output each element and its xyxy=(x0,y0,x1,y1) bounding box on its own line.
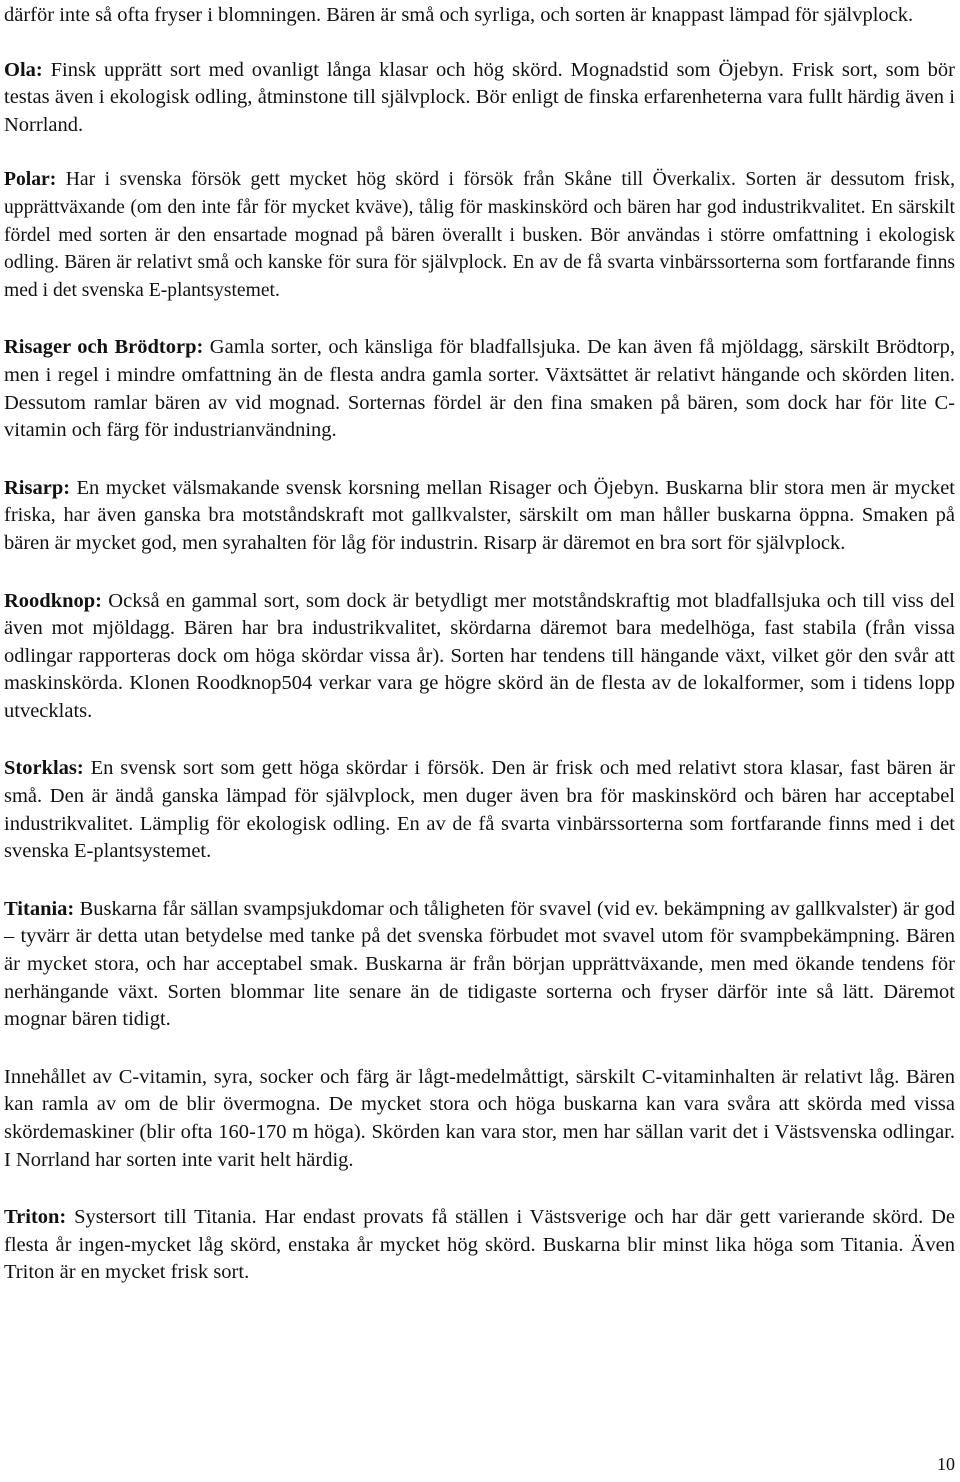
paragraph-titania-contents xyxy=(4,1064,955,1174)
variety-name-titania: Titania: xyxy=(4,897,75,920)
paragraph-risager xyxy=(4,334,955,444)
paragraph-roodknop-text: Också en gammal sort, som dock är betydligt mer motståndskraftig mot bladfallsjuka och till viss del även mot mjöldagg. Bären har bra industrikvalitet, skördarna däremot bara medelhöga, fast stabila (från vissa odlingar rapporteras dock om höga skördar vissa år). Sorten har tendens till hängande växt, vilket gör den svår att maskinskörda. Klonen Roodknop504 verkar vara ge högre skörd än de flesta av de lokalformer, som i tidens lopp utvecklats. xyxy=(4,589,955,722)
paragraph-triton-text: Systersort till Titania. Har endast provats få ställen i Västsverige och har där gett varierande skörd. De flesta år ingen-mycket låg skörd, enstaka år mycket hög skörd. Buskarna blir minst lika höga som Titania. Även Triton är en mycket frisk sort. xyxy=(4,1206,955,1284)
variety-name-risarp: Risarp: xyxy=(4,476,71,499)
paragraph-risarp-text: En mycket välsmakande svensk korsning mellan Risager och Öjebyn. Buskarna blir stora men är mycket friska, har även ganska bra motståndskraft mot gallkvalster, särskilt om man håller buskarna öppna. Smaken på bären är mycket god, men syrahalten för låg för industrin. Risarp är däremot en bra sort för självplock. xyxy=(4,476,955,554)
variety-name-triton: Triton: xyxy=(4,1206,67,1229)
variety-name-ola: Ola: xyxy=(4,58,43,81)
paragraph-ola xyxy=(4,57,955,140)
variety-name-roodknop: Roodknop: xyxy=(4,589,102,612)
variety-name-polar: Polar: xyxy=(4,169,57,191)
paragraph-risarp xyxy=(4,475,955,558)
paragraph-titania-text: Buskarna får sällan svampsjukdomar och tåligheten för svavel (vid ev. bekämpning av gallkvalster) är god – tyvärr är detta utan betydelse med tanke på det svenska förbudet mot svavel utom för svampbekämpning. Bären är mycket stora, och har acceptabel smak. Buskarna är från början upprättväxande, men med ökande tendens för nerhängande växt. Sorten blommar lite senare än de tidigaste sorterna och fryser därför inte så lätt. Däremot mognar bären tidigt. xyxy=(4,897,955,1031)
paragraph-risager-text: Gamla sorter, och känsliga för bladfallsjuka. De kan även få mjöldagg, särskilt Brödtorp, men i regel i mindre omfattning än de flesta andra gamla sorter. Växtsättet är relativt hängande och skörden liten. Dessutom ramlar bären av vid mognad. Sorternas fördel är den fina smaken på bären, som dock har för lite C-vitamin och färg för industrianvändning. xyxy=(4,336,955,442)
paragraph-intro-text: därför inte så ofta fryser i blomningen. Bären är små och syrliga, och sorten är knappast lämpad för självplock. xyxy=(4,4,914,26)
variety-name-storklas: Storklas: xyxy=(4,757,84,780)
variety-name-risager: Risager och Brödtorp: xyxy=(4,336,204,359)
paragraph-titania xyxy=(4,896,955,1034)
page-number: 10 xyxy=(937,1454,955,1474)
paragraph-polar xyxy=(4,166,955,304)
paragraph-storklas-text: En svensk sort som gett höga skördar i försök. Den är frisk och med relativt stora klasar, fast bären är små. Den är ändå ganska lämpad för självplock, men duger även bra för maskinskörd och bären har acceptabel industrikvalitet. Lämplig för ekologisk odling. En av de få svarta vinbärssorterna som fortfarande finns med i det svenska E-plantsystemet. xyxy=(4,757,955,863)
paragraph-titania-contents-text: Innehållet av C-vitamin, syra, socker och färg är lågt-medelmåttigt, särskilt C-vitaminhalten är relativt låg. Bären kan ramla av om de blir övermogna. De mycket stora och höga buskarna kan vara svåra att skörda med vissa skördemaskiner (blir ofta 160-170 m höga). Skörden kan vara stor, men har sällan varit det i Västsvenska odlingar. I Norrland har sorten inte varit helt härdig. xyxy=(4,1065,955,1171)
paragraph-polar-text: Har i svenska försök gett mycket hög skörd i försök från Skåne till Överkalix. Sorten är dessutom frisk, upprättväxande (om den inte får för mycket kväve), tålig för maskinskörd och bären har god industrikvalitet. En särskilt fördel med sorten är den ensartade mognad på bären överallt i busken. Bör användas i större omfattning i ekologisk odling. Bären är relativt små och kanske för sura för självplock. En av de få svarta vinbärssorterna som fortfarande finns med i det svenska E-plantsystemet. xyxy=(4,169,955,301)
paragraph-ola-text: Finsk upprätt sort med ovanligt långa klasar och hög skörd. Mognadstid som Öjebyn. Frisk sort, som bör testas även i ekologisk odling, åtminstone till självplock. Bör enligt de finska erfarenheterna vara fullt härdig även i Norrland. xyxy=(4,58,955,136)
paragraph-roodknop xyxy=(4,588,955,726)
paragraph-storklas xyxy=(4,755,955,865)
paragraph-intro xyxy=(4,2,955,30)
document-body xyxy=(4,0,955,1287)
paragraph-triton xyxy=(4,1204,955,1287)
